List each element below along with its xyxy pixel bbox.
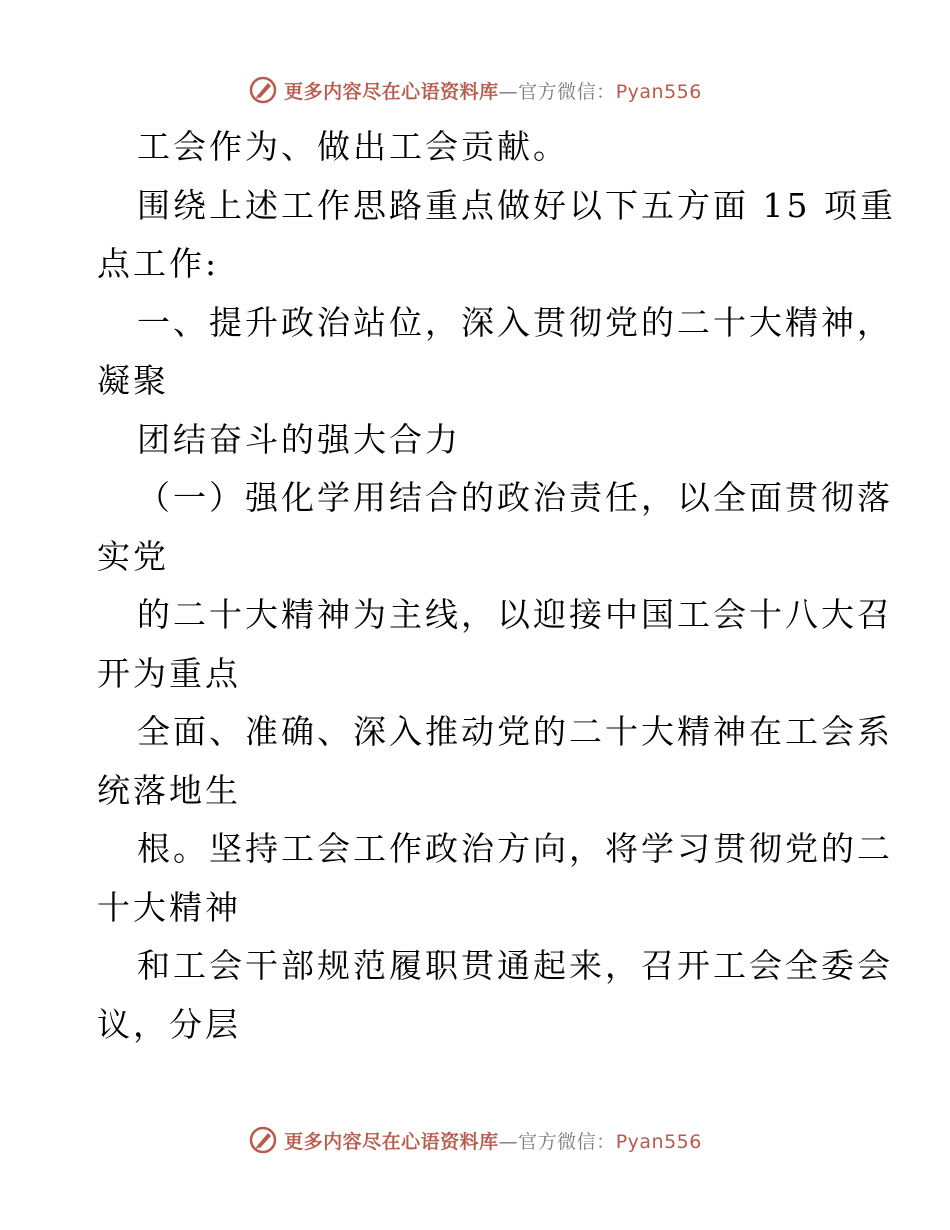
watermark-wechat-id: Pyan556 (615, 1130, 702, 1153)
watermark-site-name: 更多内容尽在心语资料库 (284, 1130, 499, 1153)
watermark-official-label: 官方微信： (518, 80, 616, 103)
paragraph-line: 开为重点 (97, 653, 241, 693)
watermark-wechat-id: Pyan556 (615, 80, 702, 103)
paragraph-line: 工会作为、做出工会贡献。 (137, 127, 569, 166)
watermark-text (284, 77, 702, 104)
watermark-dash: — (498, 80, 519, 103)
subsection-line: 实党 (97, 536, 169, 576)
footer-watermark (0, 1120, 950, 1160)
header-watermark (0, 70, 950, 110)
document-body (97, 118, 896, 1054)
quill-pen-seal-icon (248, 75, 278, 105)
paragraph-line: 根。坚持工会工作政治方向，将学习贯彻党的二 (137, 829, 893, 868)
paragraph-line: 全面、准确、深入推动党的二十大精神在工会系 (137, 712, 893, 751)
paragraph-line: 议，分层 (97, 1004, 241, 1044)
paragraph-line: 和工会干部规范履职贯通起来，召开工会全委会 (137, 946, 893, 985)
section-heading-line: 团结奋斗的强大合力 (137, 419, 461, 459)
watermark-text (284, 1127, 702, 1154)
section-heading-line: 凝聚 (97, 361, 169, 400)
paragraph-line: 点工作: (97, 244, 220, 283)
watermark-official-label: 官方微信： (518, 1130, 616, 1153)
section-heading-line: 一、提升政治站位，深入贯彻党的二十大精神， (137, 302, 893, 342)
paragraph-line: 围绕上述工作思路重点做好以下五方面 15 项重 (137, 185, 896, 225)
watermark-dash: — (498, 1130, 519, 1153)
watermark-site-name: 更多内容尽在心语资料库 (284, 80, 499, 103)
quill-pen-seal-icon (248, 1125, 278, 1155)
paragraph-line: 的二十大精神为主线，以迎接中国工会十八大召 (137, 595, 893, 634)
subsection-line: （一）强化学用结合的政治责任，以全面贯彻落 (137, 478, 893, 517)
paragraph-line: 十大精神 (97, 887, 241, 927)
paragraph-line: 统落地生 (97, 770, 241, 810)
